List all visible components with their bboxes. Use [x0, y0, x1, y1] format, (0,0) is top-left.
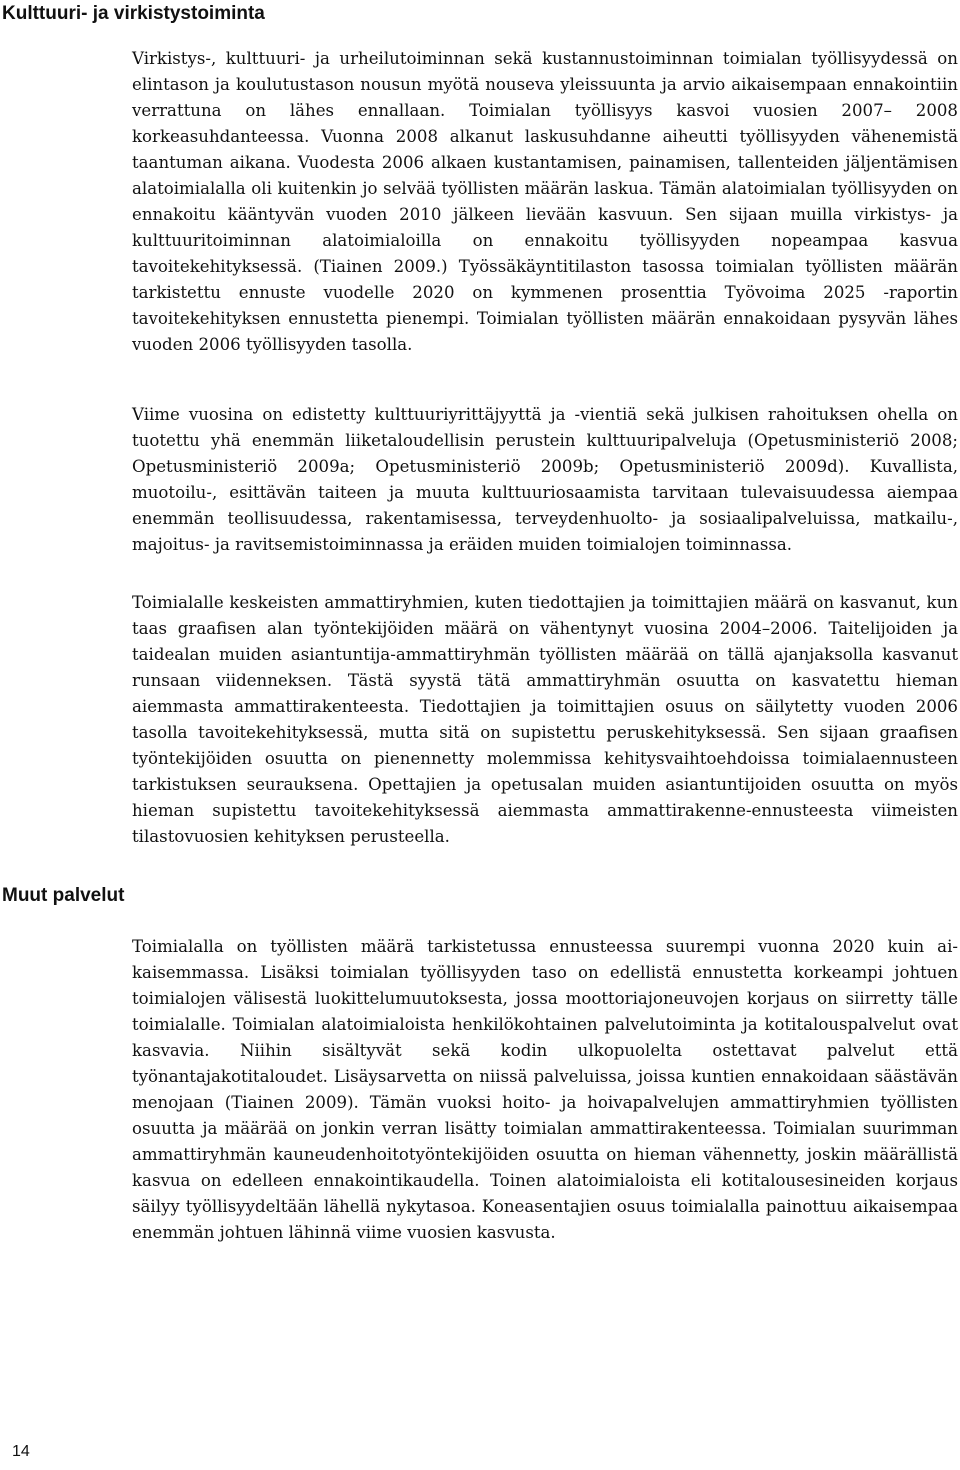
- section-heading-other-services: Muut palvelut: [2, 885, 125, 906]
- page-number: 14: [12, 1443, 30, 1460]
- paragraph-culture-occupational-groups: Toimialalle keskeisten ammattiryhmien, kuten tiedottajien ja toimittajien määrä on kasvanut, kun taas graafisen alan työntekijöiden määrä on vähentynyt vuosina 2004–2006. Taitelijoiden ja taidealan muiden asiantuntija-ammattiryhmän työllisten määrää on tällä ajanjaksolla kasvanut runsaan viidenneksen. Tästä syystä tätä ammattiryhmän osuutta on kasvatettu hieman aiemmasta ammattirakenteesta. Tiedottajien ja toimittajien osuus on säilytetty vuoden 2006 tasolla tavoitekehityksessä, mutta sitä on supistettu peruskehityksessä. Sen sijaan graafisen työntekijöiden osuutta on pienennetty molemmissa kehitysvaihtoehdoissa toimialaennusteen tarkistuksen seurauksena. Opettajien ja opetusalan muiden asiantuntijoiden osuutta on myös hieman supistettu tavoitekehityksessä aiemmasta ammattirakenne-ennusteesta viimeisten tilastovuosien kehityksen perusteella.: [132, 593, 958, 846]
- paragraph-other-services: Toimialalla on työllisten määrä tarkistetussa ennusteessa suurempi vuonna 2020 kuin aikaisemmassa. Lisäksi toimialan työllisyyden taso on edellistä ennustetta korkeampi johtuen toimialojen välisestä luokittelumuutoksesta, jossa moottoriajoneuvojen korjaus on siirretty tälle toimialalle. Toimialan alatoimialoista henkilökohtainen palvelutoiminta ja kotitalouspalvelut ovat kasvavia. Niihin sisältyvät sekä kodin ulkopuolelta ostettavat palvelut että työnantajakotitaloudet. Lisäysarvetta on niissä palveluissa, joissa kuntien ennakoidaan säästävän menojaan (Tiainen 2009). Tämän vuoksi hoito- ja hoivapalvelujen ammattiryhmien työllisten osuutta ja määrää on jonkin verran lisätty toimialan ammattirakenteessa. Toimialan suurimman ammattiryhmän kauneudenhoitotyöntekijöiden osuutta on hieman vähennetty, joskin määrällistä kasvua on edelleen ennakointikaudella. Toinen alatoimialoista eli kotitalousesineiden korjaus säilyy työllisyydeltään lähellä nykytasoa. Koneasentajien osuus toimialalla painottuu aikaisempaa enemmän johtuen lähinnä viime vuosien kasvusta.: [132, 937, 958, 1242]
- paragraph-culture-employment: Virkistys-, kulttuuri- ja urheilutoiminnan sekä kustannustoiminnan toimialan työllisyydessä on elintason ja koulutustason nousun myötä nouseva yleissuunta ja arvio aikaisempaan ennakointiin verrattuna on lähes ennallaan. Toimialan työllisyys kasvoi vuosien 2007– 2008 korkeasuhdanteessa. Vuonna 2008 alkanut laskusuhdanne aiheutti työllisyyden vähenemistä taantuman aikana. Vuodesta 2006 alkaen kustantamisen, painamisen, tallenteiden jäljentämisen alatoimialalla oli kuitenkin jo selvää työllisten määrän laskua. Tämän alatoimialan työllisyyden on ennakoitu kääntyvän vuoden 2010 jälkeen lievään kasvuun. Sen sijaan muilla virkistys- ja kulttuuritoiminnan alatoimialoilla on ennakoitu työllisyyden nopeampaa kasvua tavoitekehityksessä. (Tiainen 2009.) Työssäkäyntitilaston tasossa toimialan työllisten määrän tarkistettu ennuste vuodelle 2020 on kymmenen prosenttia Työvoima 2025 -raportin tavoitekehityksen ennustetta pienempi. Toimialan työllisten määrän ennakoidaan pysyvän lähes vuoden 2006 työllisyyden tasolla.: [132, 49, 958, 354]
- paragraph-culture-entrepreneurship: Viime vuosina on edistetty kulttuuriyrittäjyyttä ja -vientiä sekä julkisen rahoituksen ohella on tuotettu yhä enemmän liiketaloudellisin perustein kulttuuripalveluja (Opetusministeriö 2008; Opetusministeriö 2009a; Opetusministeriö 2009b; Opetusministeriö 2009d). Kuvallista, muotoilu-, esittävän taiteen ja muuta kulttuuriosaamista tarvitaan tulevaisuudessa aiempaa enemmän teollisuudessa, rakentamisessa, terveydenhuolto- ja sosiaalipalveluissa, matkailu-, majoitus- ja ravitsemistoiminnassa ja eräiden muiden toimialojen toiminnassa.: [132, 405, 958, 554]
- section-heading-culture-recreation: Kulttuuri- ja virkistystoiminta: [2, 3, 265, 24]
